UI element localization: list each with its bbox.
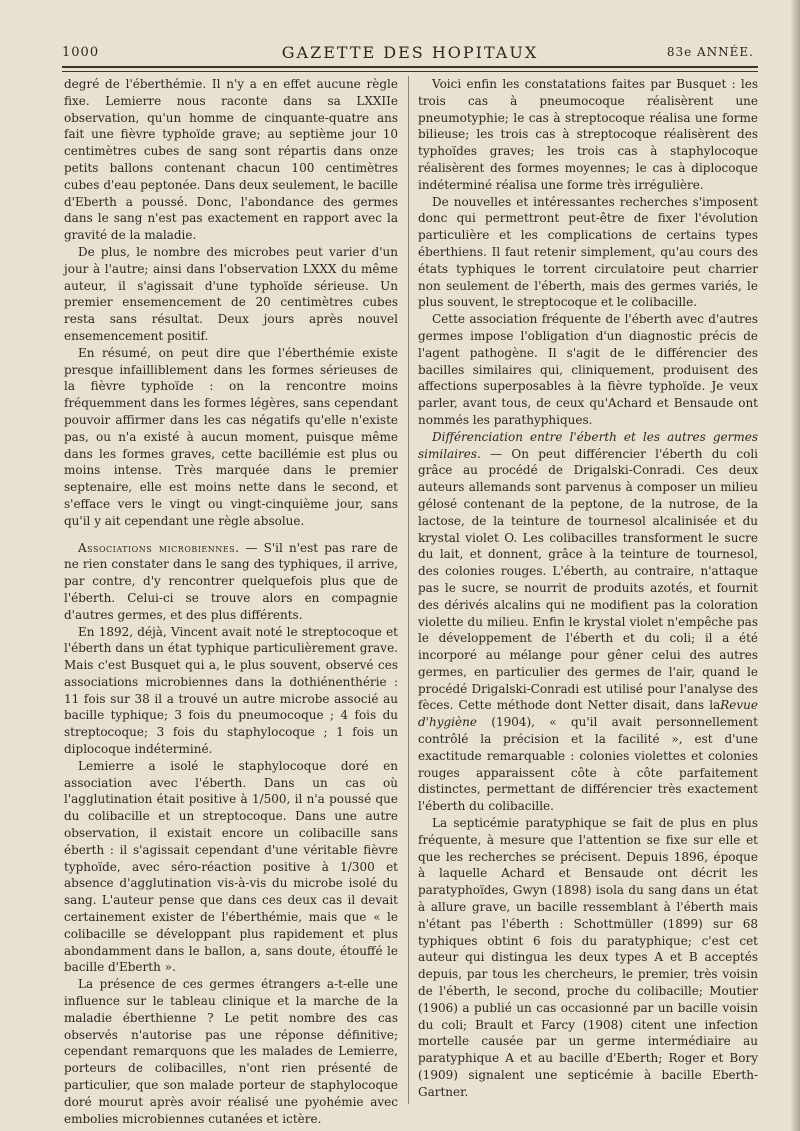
right-column: [418, 76, 758, 1101]
header-rule-thick: [62, 66, 758, 68]
journal-reference: Revue d'hygiène: [418, 698, 758, 730]
paragraph-text: — On peut différencier l'éberth du coli grâce au procédé de Drigalski-Conradi. Ces deux auteurs allemands sont parvenus à composer un milieu gélosé contenant de la peptone, de la nutrose, de la lactose, de la teinture de tournesol alcalinisée et du krystal violet O. Les colibacilles transforment le sucre du lait, et donnent, grâce à la teinture de tournesol, des colonies rouges. L'éberth, au contraire, n'attaque pas le sucre, se nourrit de produits azotés, et fournit des dérivés alcalins qui ne modifient pas la coloration violette du milieu. Enfin le krystal violet n'empêche pas le développement de l'éberth et du coli; il a été incorporé au mélange pour gêner celui des autres germes, en particulier des germes de l'air, quand le procédé Drigalski-Conradi est utilisé pour l'analyse des fèces. Cette méthode dont Netter disait, dans la: [418, 446, 758, 713]
paragraph: Voici enfin les constatations faites par Busquet : les trois cas à pneumocoque réalisèrent une pneumotyphie; le cas à streptocoque réalisa une forme bilieuse; les trois cas à streptocoque réalisèrent des typhoïdes graves; les trois cas à staphylocoque réalisèrent des formes moyennes; le cas à diplocoque indéterminé réalisa une forme très irrégulière.: [418, 77, 758, 192]
header-rule-thin: [62, 71, 758, 72]
section-heading: Associations microbiennes.: [78, 540, 240, 555]
paragraph: La présence de ces germes étrangers a-t-elle une influence sur le tableau clinique et la marche de la maladie éberthienne ? Le petit nombre des cas observés n'autorise pas une réponse définitive; cependant remarquons que les malades de Lemierre, porteurs de colibacilles, n'ont rien présenté de particulier, que son malade porteur de staphylocoque doré mourut après avoir réalisé une pyohémie avec embolies microbiennes cutanées et ictère.: [64, 977, 398, 1126]
paragraph: Cette association fréquente de l'éberth avec d'autres germes impose l'obligation d'un diagnostic précis de l'agent pathogène. Il s'agit de le différencier des bacilles similaires qui, cliniquement, produisent des affections superposables à la fièvre typhoïde. Je veux parler, avant tous, de ceux qu'Achard et Bensaude ont nommés les parathyphiques.: [418, 312, 758, 427]
paragraph: De plus, le nombre des microbes peut varier d'un jour à l'autre; ainsi dans l'observation LXXX du même auteur, il s'agissait d'une typhoïde sérieuse. Un premier ensemencement de 20 centimètres cubes resta sans résultat. Deux jours après nouvel ensemencement positif.: [64, 244, 398, 343]
paragraph: degré de l'éberthémie. Il n'y a en effet aucune règle fixe. Lemierre nous raconte dans sa LXXIIe observation, qu'un homme de cinquante-quatre ans fait une fièvre typhoïde grave; au septième jour 10 centimètres cubes de sang sont répartis dans onze petits ballons contenant chacun 100 centimètres cubes d'eau peptonée. Dans deux seulement, le bacille d'Eberth a poussé. Donc, l'abondance des germes dans le sang n'est pas exactement en rapport avec la gravité de la maladie.: [64, 77, 398, 243]
paragraph: La septicémie paratyphique se fait de plus en plus fréquente, à mesure que l'attention se fixe sur elle et que les recherches se précisent. Depuis 1896, époque à laquelle Achard et Bensaude ont décrit les paratyphoïdes, Gwyn (1898) isola du sang dans un état à allure grave, un bacille ressemblant à l'éberth mais n'étant pas l'éberth : Schottmüller (1899) sur 68 typhiques obtint 6 fois du paratyphique; c'est cet auteur qui distingua les deux types A et B acceptés depuis, par tous les chercheurs, le premier, très voisin de l'éberth, le second, proche du colibacille; Moutier (1906) a publié un cas occasionné par un bacille voisin du coli; Brault et Farcy (1908) citent une infection mortelle causée par un germe intermédiaire au paratyphique A et au bacille d'Eberth; Roger et Bory (1909) signalent une septicémie à bacille Eberth-Gartner.: [418, 816, 758, 1099]
journal-title: GAZETTE DES HOPITAUX: [281, 43, 539, 62]
page-edge-shadow: [790, 0, 800, 1131]
paragraph: En 1892, déjà, Vincent avait noté le streptocoque et l'éberth dans un état typhique particulièrement grave. Mais c'est Busquet qui a, le plus souvent, observé ces associations microbiennes dans la dothiénenthérie : 11 fois sur 38 il a trouvé un autre microbe associé au bacille typhique; 3 fois du pneumocoque ; 4 fois du streptocoque; 3 fois du staphylocoque ; 1 fois un diplocoque indéterminé.: [64, 624, 398, 757]
page-number: 1000: [62, 45, 100, 60]
paragraph-text: — S'il n'est pas rare de ne rien constater dans le sang des typhiques, il arrive, par contre, d'y rencontrer quelquefois plus que de l'éberth. Celui-ci se trouve alors en compagnie d'autres germes, et des plus différents.: [64, 540, 398, 622]
paragraph: En résumé, on peut dire que l'éberthémie existe presque infailliblement dans les formes sérieuses de la fièvre typhoïde : on la rencontre moins fréquemment dans les formes légères, sans cependant pouvoir affirmer dans les cas négatifs qu'elle n'existe pas, ou n'a existé à aucun moment, puisque même dans les formes graves, cette bacillémie est plus ou moins intense. Très marquée dans le premier septenaire, elle est moins nette dans le second, et s'efface vers le vingt ou vingt-cinquième jour, sans qu'il y ait cependant une règle absolue.: [64, 345, 398, 528]
section-spacer: [64, 530, 398, 540]
paragraph: De nouvelles et intéressantes recherches s'imposent donc qui permettront peut-être de fixer l'évolution particulière et les complications de certains types éberthiens. Il faut retenir simplement, qu'au cours des états typhiques le torrent circulatoire peut charrier non seulement de l'éberth, mais des germes variés, le plus souvent, le streptocoque et le colibacille.: [418, 194, 758, 310]
page-header: [62, 42, 758, 64]
paragraph-text: (1904), « qu'il avait personnellement contrôlé la précision et la facilité », est d'une exactitude remarquable : colonies violettes et colonies rouges apparaissent côte à côte parfaitement distinctes, permettant de différencier très exactement l'éberth du colibacille.: [418, 715, 758, 814]
italic-heading: Différenciation entre l'éberth et les autres germes similaires.: [418, 429, 758, 461]
paragraph-section-start: [64, 540, 398, 624]
left-column: [64, 76, 398, 1127]
paragraph: Lemierre a isolé le staphylocoque doré en association avec l'éberth. Dans un cas où l'agglutination était positive à 1/500, il n'a poussé que du colibacille et un streptocoque. Dans une autre observation, il existait encore un colibacille sans éberth : il s'agissait cependant d'une véritable fièvre typhoïde, avec séro-réaction positive à 1/300 et absence d'agglutination vis-à-vis du microbe isolé du sang. L'auteur pense que dans ces deux cas il devait certainement exister de l'éberthémie, mais que « le colibacille se développant plus rapidement et plus abondamment dans le ballon, a, sans doute, étouffé le bacille d'Eberth ».: [64, 758, 398, 975]
issue-year: 83e ANNÉE.: [666, 45, 754, 59]
column-divider: [408, 76, 409, 1104]
paragraph-section-start: [418, 429, 758, 815]
